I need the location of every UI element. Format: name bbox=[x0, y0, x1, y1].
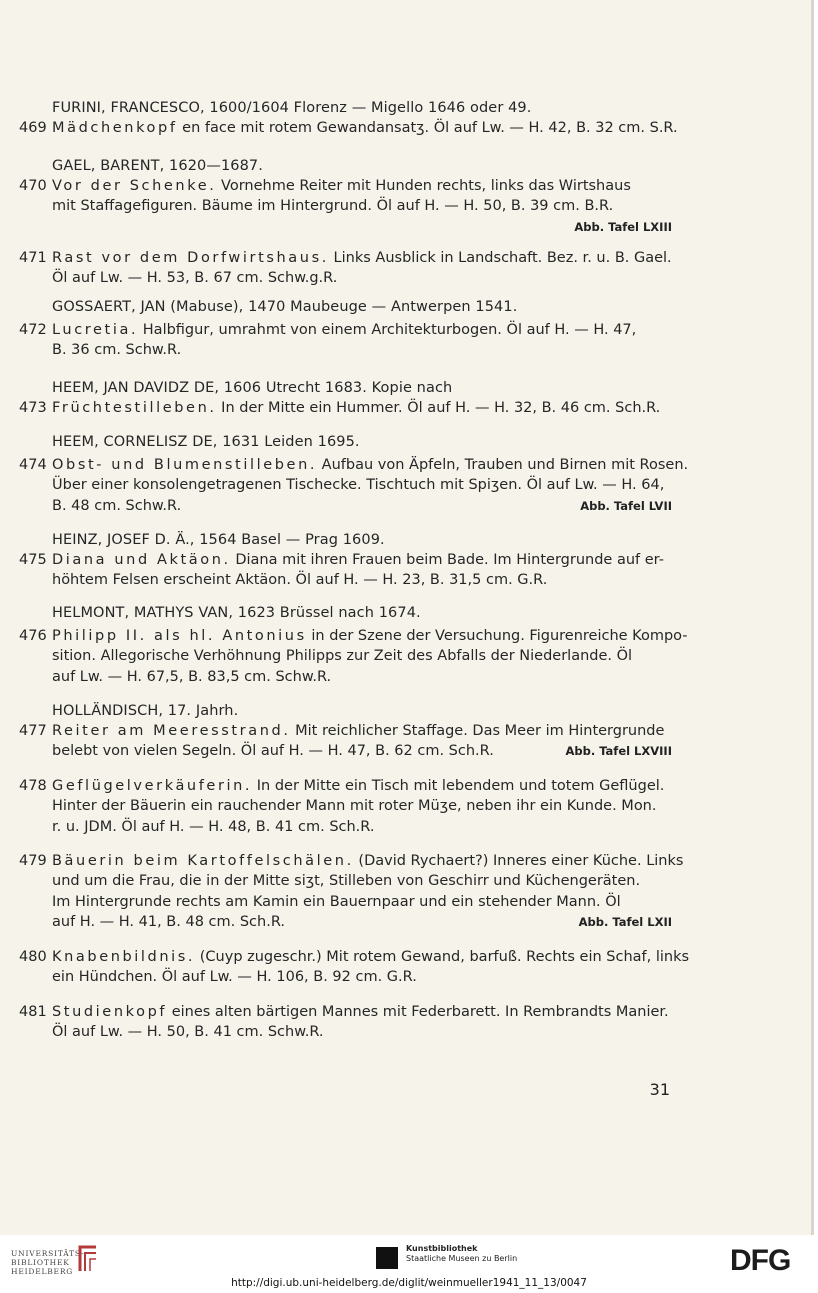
entry-number: 471 bbox=[19, 250, 47, 266]
entry-title: Früchtestilleben. bbox=[52, 400, 217, 416]
entry-text: Halbfigur, umrahmt von einem Architekturbogen. Öl auf H. — H. 47, bbox=[138, 322, 637, 338]
entry-text: Aufbau von Äpfeln, Trauben und Birnen mit Rosen. bbox=[317, 457, 689, 473]
entry-title: Diana und Aktäon. bbox=[52, 552, 231, 568]
catalog-entry-473 bbox=[19, 398, 672, 418]
entry-text: en face mit rotem Gewandansatʒ. Öl auf Lw. — H. 42, B. 32 cm. S.R. bbox=[177, 120, 678, 136]
entry-text: Vornehme Reiter mit Hunden rechts, links das Wirtshaus bbox=[216, 178, 631, 194]
catalog-entry-475 bbox=[19, 550, 672, 591]
entry-number: 477 bbox=[19, 723, 47, 739]
entry-number: 476 bbox=[19, 628, 47, 644]
entry-text: und um die Frau, die in der Mitte siʒt, Stilleben von Geschirr und Küchengeräten. bbox=[52, 873, 641, 890]
plate-reference: Abb. Tafel LXVIII bbox=[565, 744, 672, 759]
page-number: 31 bbox=[649, 1080, 670, 1099]
entry-text: in der Szene der Versuchung. Figurenreiche Kompo- bbox=[306, 628, 688, 644]
entry-text: eines alten bärtigen Mannes mit Federbarett. In Rembrandts Manier. bbox=[167, 1004, 669, 1020]
source-url[interactable]: http://digi.ub.uni-heidelberg.de/diglit/weinmueller1941_11_13/0047 bbox=[231, 1277, 587, 1289]
catalog-entry-481 bbox=[19, 1002, 672, 1043]
catalog-entry-472 bbox=[19, 320, 672, 361]
entry-number: 473 bbox=[19, 400, 47, 416]
catalog-entry-469 bbox=[19, 118, 678, 138]
artist-heading: HEEM, CORNELISZ DE, 1631 Leiden 1695. bbox=[52, 434, 360, 450]
entry-number: 478 bbox=[19, 778, 47, 794]
entry-text: Hinter der Bäuerin ein rauchender Mann mit roter Müʒe, neben ihr ein Kunde. Mon. bbox=[52, 798, 657, 815]
entry-text: Im Hintergrunde rechts am Kamin ein Bauernpaar und ein stehender Mann. Öl bbox=[52, 893, 621, 910]
entry-text: B. 48 cm. Schw.R. bbox=[52, 497, 182, 514]
catalog-entry-480 bbox=[19, 947, 690, 988]
entry-number: 481 bbox=[19, 1004, 47, 1020]
entry-text: Öl auf Lw. — H. 50, B. 41 cm. Schw.R. bbox=[52, 1024, 324, 1041]
digitization-footer bbox=[0, 1235, 818, 1293]
entry-text: auf Lw. — H. 67,5, B. 83,5 cm. Schw.R. bbox=[52, 668, 332, 685]
entry-number: 475 bbox=[19, 552, 47, 568]
entry-number: 480 bbox=[19, 949, 47, 965]
artist-heading: HELMONT, MATHYS VAN, 1623 Brüssel nach 1674. bbox=[52, 605, 421, 621]
entry-title: Rast vor dem Dorfwirtshaus. bbox=[52, 250, 329, 266]
entry-text: Links Ausblick in Landschaft. Bez. r. u. B. Gael. bbox=[328, 250, 672, 266]
entry-title: Lucretia. bbox=[52, 322, 139, 338]
entry-text: mit Staffagefiguren. Bäume im Hintergrund. Öl auf H. — H. 50, B. 39 cm. B.R. bbox=[52, 198, 614, 215]
heidelberg-library-logo[interactable] bbox=[11, 1249, 84, 1276]
entry-title: Philipp II. als hl. Antonius bbox=[52, 628, 307, 644]
entry-number: 474 bbox=[19, 457, 47, 473]
uh-line: BIBLIOTHEK bbox=[11, 1258, 70, 1267]
entry-text: Diana mit ihren Frauen beim Bade. Im Hintergrunde auf er- bbox=[230, 552, 664, 568]
entry-title: Obst- und Blumenstilleben. bbox=[52, 457, 318, 473]
artist-heading: FURINI, FRANCESCO, 1600/1604 Florenz — Migello 1646 oder 49. bbox=[52, 100, 532, 116]
entry-title: Mädchenkopf bbox=[52, 120, 178, 136]
catalog-entry-476 bbox=[19, 626, 688, 687]
artist-heading: GOSSAERT, JAN (Mabuse), 1470 Maubeuge — Antwerpen 1541. bbox=[52, 299, 518, 315]
kb-title: Kunstbibliothek bbox=[406, 1244, 478, 1253]
entry-number: 469 bbox=[19, 120, 47, 136]
artist-heading: HEINZ, JOSEF D. Ä., 1564 Basel — Prag 1609. bbox=[52, 532, 385, 548]
entry-number: 470 bbox=[19, 178, 47, 194]
plate-reference: Abb. Tafel LVII bbox=[580, 498, 672, 513]
catalog-entry-478 bbox=[19, 776, 672, 837]
entry-text: In der Mitte ein Hummer. Öl auf H. — H. 32, B. 46 cm. Sch.R. bbox=[216, 400, 661, 416]
catalog-entry-471 bbox=[19, 248, 672, 289]
entry-title: Reiter am Meeresstrand. bbox=[52, 723, 291, 739]
catalog-entry-474 bbox=[19, 455, 689, 516]
entry-text: (Cuyp zugeschr.) Mit rotem Gewand, barfuß. Rechts ein Schaf, links bbox=[195, 949, 690, 965]
entry-number: 472 bbox=[19, 322, 47, 338]
artist-heading: HOLLÄNDISCH, 17. Jahrh. bbox=[52, 703, 239, 719]
artist-heading: GAEL, BARENT, 1620—1687. bbox=[52, 158, 263, 174]
entry-title: Bäuerin beim Kartoffelschälen. bbox=[52, 853, 354, 869]
entry-text: belebt von vielen Segeln. Öl auf H. — H. 47, B. 62 cm. Sch.R. bbox=[52, 743, 494, 760]
entry-text: In der Mitte ein Tisch mit lebendem und totem Geflügel. bbox=[252, 778, 665, 794]
entry-text: Über einer konsolengetragenen Tischecke. Tischtuch mit Spiʒen. Öl auf Lw. — H. 64, bbox=[52, 477, 665, 494]
entry-title: Studienkopf bbox=[52, 1004, 168, 1020]
plate-reference: Abb. Tafel LXII bbox=[578, 914, 672, 929]
uh-line: HEIDELBERG bbox=[11, 1267, 74, 1276]
plate-reference: Abb. Tafel LXIII bbox=[574, 219, 672, 234]
entry-text: r. u. JDM. Öl auf H. — H. 48, B. 41 cm. Sch.R. bbox=[52, 818, 375, 835]
catalog-entry-477 bbox=[19, 721, 672, 762]
catalog-entry-470 bbox=[19, 176, 672, 237]
kunstbibliothek-label[interactable] bbox=[406, 1244, 517, 1264]
entry-title: Knabenbildnis. bbox=[52, 949, 196, 965]
entry-text: B. 36 cm. Schw.R. bbox=[52, 342, 182, 359]
dfg-logo[interactable]: DFG bbox=[730, 1244, 791, 1277]
kb-subtitle: Staatliche Museen zu Berlin bbox=[406, 1254, 518, 1263]
entry-text: ein Hündchen. Öl auf Lw. — H. 106, B. 92 cm. G.R. bbox=[52, 969, 417, 986]
entry-text: auf H. — H. 41, B. 48 cm. Sch.R. bbox=[52, 913, 285, 930]
entry-text: (David Rychaert?) Inneres einer Küche. Links bbox=[353, 853, 684, 869]
catalog-entry-479 bbox=[19, 851, 684, 932]
entry-text: sition. Allegorische Verhöhnung Philipps zur Zeit des Abfalls der Niederlande. Öl bbox=[52, 648, 633, 665]
heidelberg-emblem-icon bbox=[76, 1243, 100, 1273]
entry-text: höhtem Felsen erscheint Aktäon. Öl auf H. — H. 23, B. 31,5 cm. G.R. bbox=[52, 572, 548, 589]
entry-title: Geflügelverkäuferin. bbox=[52, 778, 253, 794]
kunstbibliothek-logo-icon bbox=[376, 1247, 398, 1269]
uh-line: UNIVERSITÄTS- bbox=[11, 1249, 85, 1258]
entry-number: 479 bbox=[19, 853, 47, 869]
entry-text: Mit reichlicher Staffage. Das Meer im Hintergrunde bbox=[290, 723, 665, 739]
artist-heading: HEEM, JAN DAVIDZ DE, 1606 Utrecht 1683. Kopie nach bbox=[52, 380, 453, 396]
entry-text: Öl auf Lw. — H. 53, B. 67 cm. Schw.g.R. bbox=[52, 270, 338, 287]
entry-title: Vor der Schenke. bbox=[52, 178, 217, 194]
